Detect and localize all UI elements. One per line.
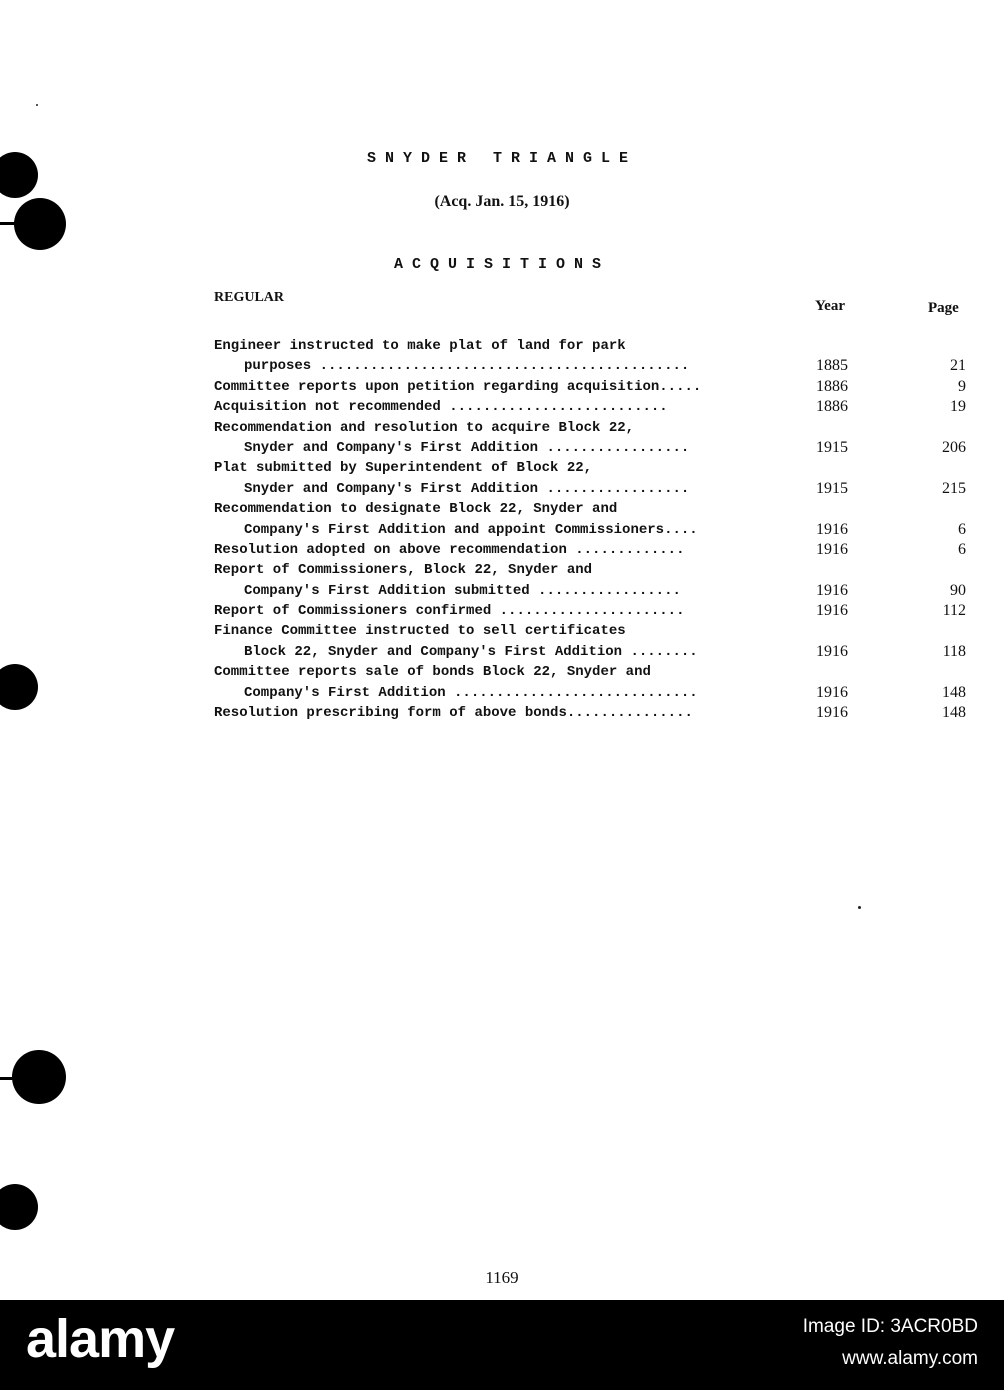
entry-year: 1916	[816, 520, 848, 538]
entry-text: Report of Commissioners, Block 22, Snyder and	[214, 562, 593, 579]
entry-text: Company's First Addition .............................	[244, 684, 698, 701]
entry-page: 19	[950, 398, 966, 416]
year-column-header: Year	[815, 298, 845, 314]
entry-page: 112	[942, 602, 966, 620]
entry-text: Committee reports upon petition regarding acquisition.....	[214, 378, 702, 395]
punch-hole-5	[0, 1184, 38, 1230]
entry-row	[214, 642, 974, 662]
entry-text: Finance Committee instructed to sell certificates	[214, 623, 626, 640]
entry-year: 1886	[816, 398, 848, 416]
entry-row	[214, 418, 974, 438]
entry-row	[214, 438, 974, 458]
entry-text: Committee reports sale of bonds Block 22, Snyder and	[214, 664, 651, 681]
entry-text: Resolution adopted on above recommendation .............	[214, 541, 685, 558]
entry-text: Recommendation to designate Block 22, Snyder and	[214, 501, 618, 518]
entry-year: 1885	[816, 357, 848, 375]
entry-page: 9	[958, 377, 966, 395]
entry-year: 1915	[816, 479, 848, 497]
entry-row	[214, 683, 974, 703]
entry-row	[214, 540, 974, 560]
punch-hole-4	[12, 1050, 66, 1104]
source-url: www.alamy.com	[842, 1348, 978, 1369]
entry-year: 1886	[816, 377, 848, 395]
entry-year: 1916	[816, 540, 848, 558]
watermark-footer	[0, 1300, 1004, 1390]
entry-text: purposes ............................................	[244, 358, 690, 375]
entry-text: Company's First Addition submitted .................	[244, 582, 681, 599]
entry-year: 1916	[816, 602, 848, 620]
entry-row	[214, 458, 974, 478]
entry-page: 6	[958, 540, 966, 558]
entry-page: 206	[942, 438, 966, 456]
entry-year: 1916	[816, 683, 848, 701]
document-title: SNYDER TRIANGLE	[366, 150, 638, 167]
brand-logo: alamy	[26, 1309, 175, 1369]
entry-page: 90	[950, 581, 966, 599]
entry-year: 1916	[816, 704, 848, 722]
entry-year: 1915	[816, 438, 848, 456]
entry-row	[214, 479, 974, 499]
entry-row	[214, 499, 974, 519]
entry-year: 1916	[816, 581, 848, 599]
entry-row	[214, 356, 974, 376]
entry-text: Acquisition not recommended ..........................	[214, 399, 668, 416]
speck-mark	[36, 104, 38, 106]
entry-row	[214, 520, 974, 540]
image-id-label: Image ID: 3ACR0BD	[802, 1316, 978, 1337]
entry-page: 118	[942, 642, 966, 660]
punch-hole-3	[0, 664, 38, 710]
entry-text: Block 22, Snyder and Company's First Addition ........	[244, 643, 698, 660]
acquisition-date: (Acq. Jan. 15, 1916)	[434, 193, 570, 210]
entry-row	[214, 662, 974, 682]
entry-text: Engineer instructed to make plat of land for park	[214, 338, 626, 354]
entry-row	[214, 397, 974, 417]
entry-page: 215	[942, 479, 966, 497]
entry-text: Recommendation and resolution to acquire Block 22,	[214, 419, 635, 436]
page-column-header: Page	[928, 300, 959, 316]
entry-list	[214, 336, 974, 723]
entry-row	[214, 377, 974, 397]
section-heading: ACQUISITIONS	[393, 256, 611, 273]
subsection-label: REGULAR	[214, 290, 285, 305]
entry-page: 148	[942, 683, 966, 701]
entry-text: Company's First Addition and appoint Commissioners....	[244, 521, 698, 538]
entry-row	[214, 621, 974, 641]
entry-row	[214, 601, 974, 621]
speck-mark	[858, 906, 861, 909]
entry-row	[214, 560, 974, 580]
entry-page: 6	[958, 520, 966, 538]
entry-text: Report of Commissioners confirmed ......................	[214, 603, 685, 620]
entry-row	[214, 581, 974, 601]
page-number: 1169	[485, 1268, 519, 1287]
entry-text: Plat submitted by Superintendent of Block 22,	[214, 460, 593, 477]
entry-row	[214, 336, 974, 356]
entry-page: 21	[950, 357, 966, 375]
entry-year: 1916	[816, 642, 848, 660]
entry-page: 148	[942, 704, 966, 722]
entry-text: Resolution prescribing form of above bonds...............	[214, 705, 693, 722]
entry-row	[214, 703, 974, 723]
entry-text: Snyder and Company's First Addition .................	[244, 480, 690, 497]
entry-text: Snyder and Company's First Addition .................	[244, 439, 690, 456]
